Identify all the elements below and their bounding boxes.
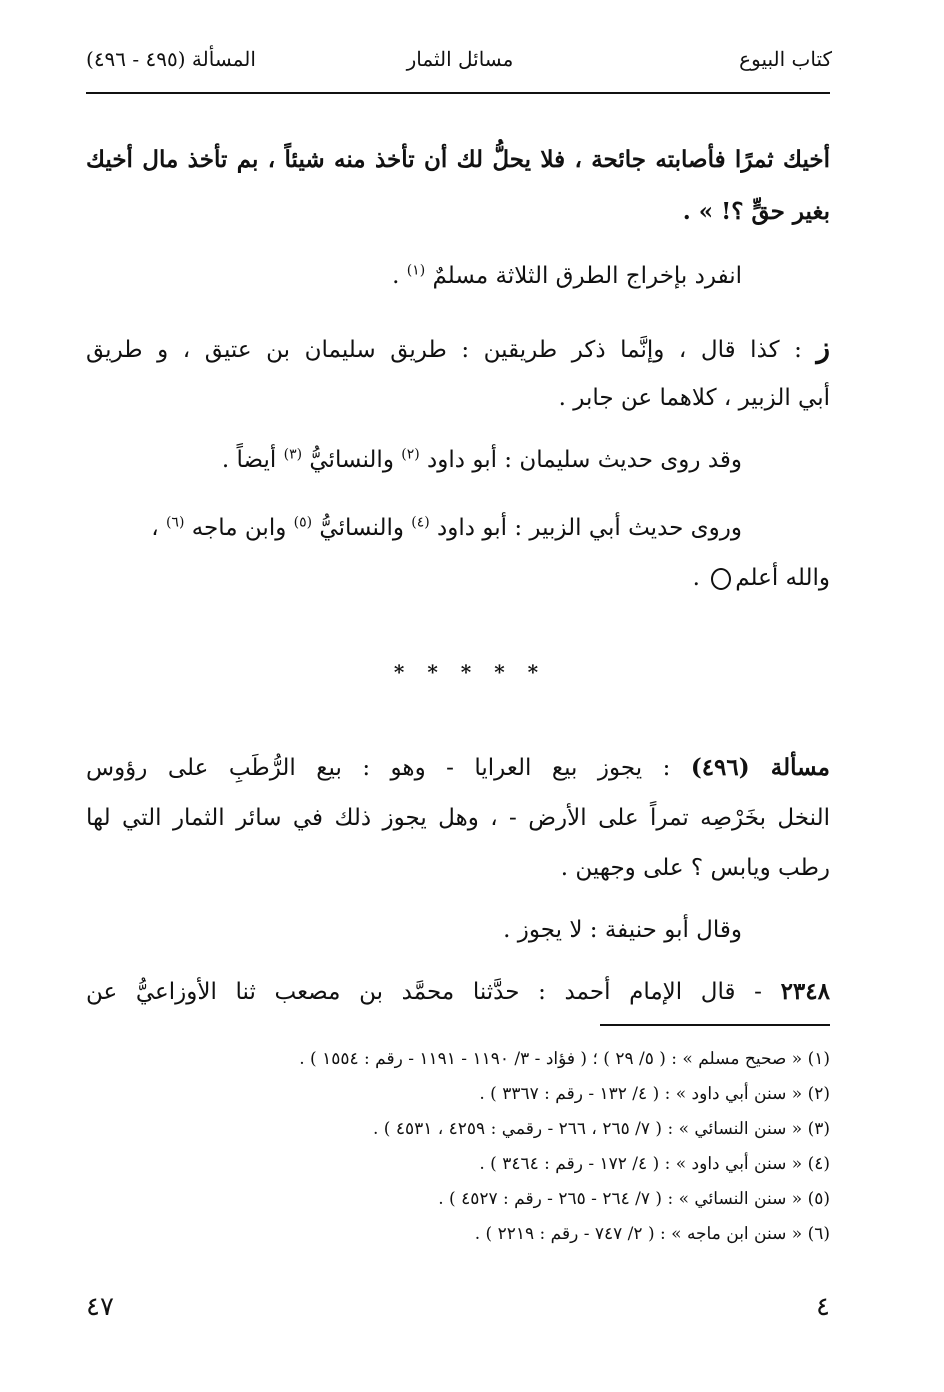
footnote-5: (٥) « سنن النسائي » : ( ٧/ ٢٦٤ - ٢٦٥ - رقم : ٤٥٢٧ ) . bbox=[438, 1189, 830, 1209]
body-line-13: ٢٣٤٨ - قال الإمام أحمد : حدَّثنا محمَّد بن مصعب ثنا الأوزاعيُّ عن bbox=[86, 978, 830, 1005]
body-line-6: وقد روى حديث سليمان : أبو داود $^{(٢)}$ والنسائيُّ $^{(٣)}$ أيضاً . bbox=[221, 446, 742, 473]
header-section-title: مسائل الثمار bbox=[406, 47, 514, 71]
footnote-ref-5: (٥) bbox=[293, 514, 313, 531]
body-line-10: النخل بخَرْصِه تمراً على الأرض - ، وهل يجوز ذلك في سائر الثمار التي لها bbox=[86, 805, 830, 831]
body-line-5: أبي الزبير ، كلاهما عن جابر . bbox=[558, 385, 830, 411]
footnote-ref-4: (٤) bbox=[411, 514, 430, 531]
header-issue-range: المسألة (٤٩٥ - ٤٩٦) bbox=[86, 47, 256, 71]
section-separator: * * * * * bbox=[393, 660, 547, 684]
footnote-ref-1: (١) bbox=[406, 262, 426, 279]
end-circle-icon bbox=[711, 568, 731, 590]
footnote-rule bbox=[600, 1024, 830, 1026]
footnote-ref-6: (٦) bbox=[165, 514, 185, 531]
footnote-6: (٦) « سنن ابن ماجه » : ( ٢/ ٧٤٧ - رقم : ٢٢١٩ ) . bbox=[474, 1224, 830, 1244]
body-line-3: انفرد بإخراج الطرق الثلاثة مسلمٌ $^{(١)}$ . bbox=[392, 262, 742, 289]
body-line-8: والله أعلم . bbox=[692, 565, 830, 591]
header-book-title: كتاب البيوع bbox=[739, 47, 832, 71]
header-rule bbox=[86, 92, 830, 94]
volume-number: ٤ bbox=[816, 1292, 830, 1322]
body-line-9: مسألة (٤٩٦) : يجوز بيع العرايا - وهو : بيع الرُّطَبِ على رؤوس bbox=[86, 754, 830, 781]
body-line-7: وروى حديث أبي الزبير : أبو داود $^{(٤)}$ والنسائيُّ $^{(٥)}$ وابن ماجه $^{(٦)}$ ، bbox=[151, 514, 742, 541]
zawaid-marker: ز bbox=[816, 331, 830, 364]
footnote-2: (٢) « سنن أبي داود » : ( ٤/ ١٣٢ - رقم : ٣٣٦٧ ) . bbox=[479, 1084, 830, 1104]
issue-title: مسألة (٤٩٦) bbox=[690, 754, 830, 781]
footnote-4: (٤) « سنن أبي داود » : ( ٤/ ١٧٢ - رقم : ٣٤٦٤ ) . bbox=[479, 1154, 830, 1174]
footnote-ref-3: (٣) bbox=[283, 446, 303, 463]
footnote-ref-2: (٢) bbox=[401, 446, 420, 463]
body-line-2: بغير حقٍّ ؟! » . bbox=[682, 198, 830, 225]
footnote-1: (١) « صحيح مسلم » : ( ٥/ ٢٩ ) ؛ ( فؤاد - ٣/ ١١٩٠ - ١١٩١ - رقم : ١٥٥٤ ) . bbox=[299, 1049, 830, 1069]
body-line-11: رطب ويابس ؟ على وجهين . bbox=[560, 855, 830, 881]
footnote-3: (٣) « سنن النسائي » : ( ٧/ ٢٦٥ ، ٢٦٦ - رقمي : ٤٢٥٩ ، ٤٥٣١ ) . bbox=[372, 1119, 830, 1139]
body-line-1: أخيك ثمرًا فأصابته جائحة ، فلا يحلُّ لك أن تأخذ منه شيئاً ، بم تأخذ مال أخيك bbox=[86, 146, 830, 173]
page-number: ٤٧ bbox=[86, 1292, 114, 1322]
body-line-4: ز : كذا قال ، وإنَّما ذكر طريقين : طريق سليمان بن عتيق ، و طريق bbox=[86, 331, 830, 364]
hadith-number: ٢٣٤٨ bbox=[780, 978, 830, 1005]
body-line-12: وقال أبو حنيفة : لا يجوز . bbox=[503, 917, 742, 943]
